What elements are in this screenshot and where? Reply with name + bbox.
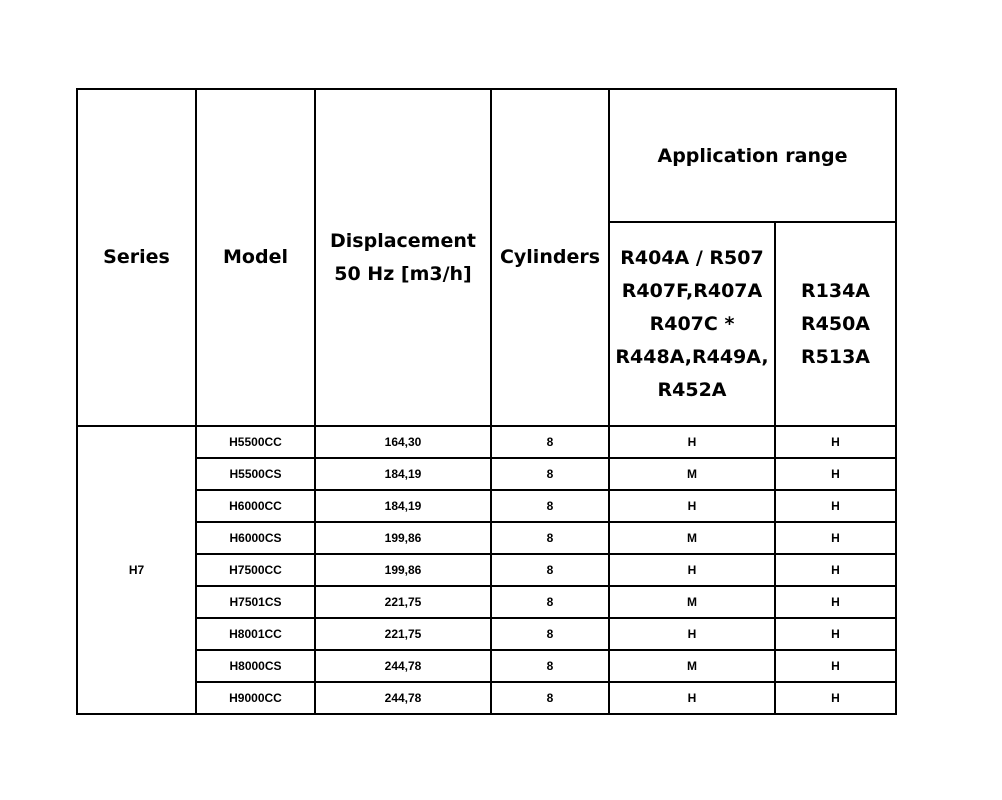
refrigerant-b-line: R134A [801,279,870,302]
range-b-cell: H [775,458,896,490]
table-row [77,682,896,714]
cylinders-cell: 8 [491,586,609,618]
range-a-cell: H [609,426,775,458]
refrigerant-a-line: R448A,R449A, [615,345,769,368]
model-cell: H7501CS [196,586,315,618]
cylinders-cell: 8 [491,650,609,682]
displacement-cell: 164,30 [315,426,491,458]
table-row [77,490,896,522]
refrigerant-a-line: R407F,R407A [621,279,763,302]
header-application-range: Application range [609,89,896,222]
displacement-cell: 184,19 [315,490,491,522]
model-cell: H5500CS [196,458,315,490]
table-row [77,650,896,682]
model-cell: H6000CC [196,490,315,522]
refrigerant-a-line: R452A [657,378,727,401]
range-b-cell: H [775,682,896,714]
model-cell: H7500CC [196,554,315,586]
header-series: Series [77,89,196,426]
table-row [77,554,896,586]
range-b-cell: H [775,554,896,586]
model-cell: H8001CC [196,618,315,650]
cylinders-cell: 8 [491,458,609,490]
model-cell: H5500CC [196,426,315,458]
refrigerant-a-line: R407C * [649,312,735,335]
range-a-cell: M [609,586,775,618]
cylinders-cell: 8 [491,490,609,522]
header-refrigerants-a [609,222,775,426]
refrigerant-a-line: R404A / R507 [620,246,764,269]
cylinders-cell: 8 [491,682,609,714]
header-displacement-line: Displacement [330,229,476,252]
range-b-cell: H [775,586,896,618]
displacement-cell: 244,78 [315,682,491,714]
series-cell: H7 [77,426,196,714]
displacement-cell: 199,86 [315,522,491,554]
table-row [77,426,896,458]
cylinders-cell: 8 [491,554,609,586]
range-a-cell: M [609,522,775,554]
cylinders-cell: 8 [491,426,609,458]
range-b-cell: H [775,490,896,522]
range-a-cell: H [609,490,775,522]
range-a-cell: M [609,650,775,682]
model-cell: H6000CS [196,522,315,554]
table-row [77,458,896,490]
displacement-cell: 199,86 [315,554,491,586]
range-b-cell: H [775,618,896,650]
cylinders-cell: 8 [491,522,609,554]
displacement-cell: 184,19 [315,458,491,490]
header-row-top [77,89,896,222]
table-row [77,618,896,650]
displacement-cell: 244,78 [315,650,491,682]
range-a-cell: M [609,458,775,490]
range-b-cell: H [775,650,896,682]
model-cell: H9000CC [196,682,315,714]
compressor-spec-table [76,88,897,715]
header-cylinders: Cylinders [491,89,609,426]
cylinders-cell: 8 [491,618,609,650]
range-b-cell: H [775,522,896,554]
header-displacement-unit: 50 Hz [m3/h] [334,262,472,285]
table-row [77,586,896,618]
header-model: Model [196,89,315,426]
header-refrigerants-b [775,222,896,426]
refrigerant-b-line: R513A [801,345,870,368]
model-cell: H8000CS [196,650,315,682]
range-b-cell: H [775,426,896,458]
displacement-cell: 221,75 [315,586,491,618]
refrigerant-b-line: R450A [801,312,870,335]
table-row [77,522,896,554]
range-a-cell: H [609,618,775,650]
displacement-cell: 221,75 [315,618,491,650]
range-a-cell: H [609,554,775,586]
header-displacement [315,89,491,426]
range-a-cell: H [609,682,775,714]
